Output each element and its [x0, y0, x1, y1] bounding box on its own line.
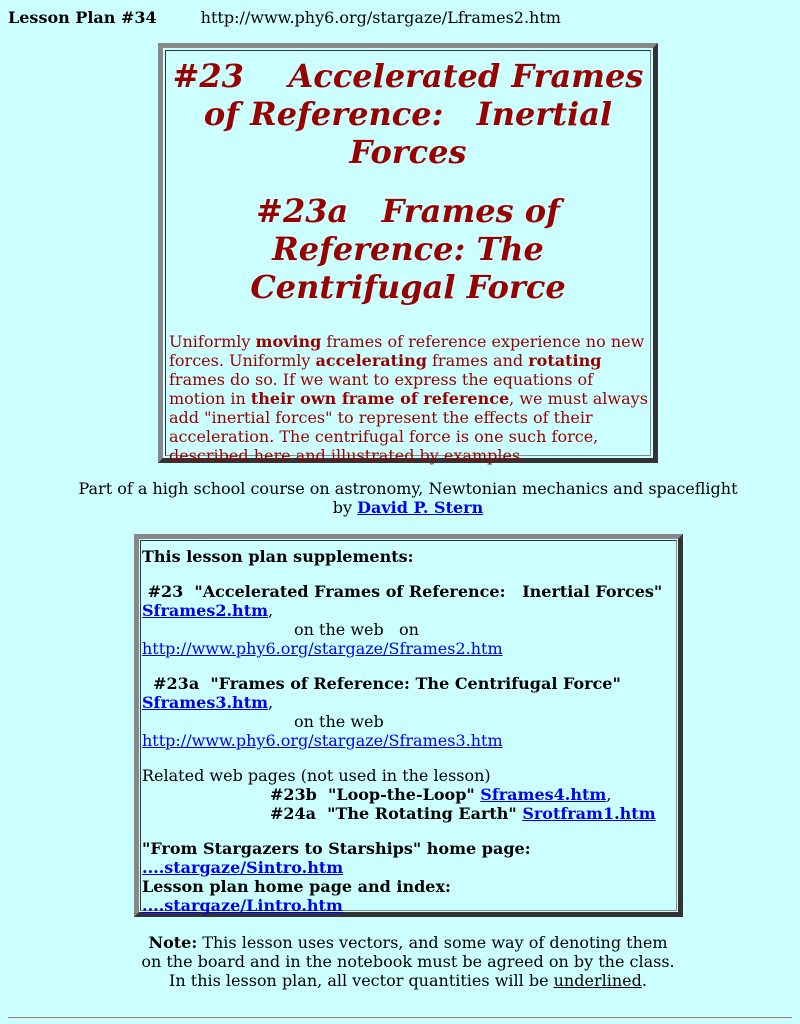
by-label: by — [332, 498, 358, 517]
note-line-3: In this lesson plan, all vector quantities will be — [169, 971, 554, 990]
sframes4-link[interactable]: Sframes4.htm — [480, 785, 607, 804]
intro-text: frames and — [426, 351, 529, 370]
item1-title: #23 "Accelerated Frames of Reference: Inertial Forces" — [142, 582, 663, 601]
srotfram1-link[interactable]: Srotfram1.htm — [522, 804, 656, 823]
home-page-link[interactable]: ....stargaze/Sintro.htm — [142, 858, 344, 877]
intro-bold: moving — [255, 332, 322, 351]
related-item-1: #23b "Loop-the-Loop" — [270, 785, 481, 804]
index-link[interactable]: ....stargaze/Lintro.htm — [142, 896, 343, 915]
title-box-inner — [165, 50, 655, 465]
item2-title: #23a "Frames of Reference: The Centrifugal Force" — [142, 674, 621, 693]
title-box — [158, 43, 658, 463]
note-line-1: This lesson uses vectors, and some way of denoting them — [197, 933, 668, 952]
note-label: Note: — [148, 933, 198, 952]
item2-on-web: on the web — [294, 712, 384, 731]
intro-bold: rotating — [528, 351, 602, 370]
page-header — [8, 8, 561, 28]
period: . — [641, 971, 647, 990]
index-label: Lesson plan home page and index: — [142, 877, 451, 896]
comma: , — [268, 601, 274, 620]
intro-bold: accelerating — [315, 351, 427, 370]
note-section — [0, 933, 800, 990]
intro-text: frames of reference experience no new forces. Uniformly — [169, 332, 645, 370]
main-title: #23 Accelerated Frames of Reference: Inertial Forces — [172, 57, 655, 171]
horizontal-rule — [8, 1017, 792, 1019]
supplements-box — [134, 534, 683, 917]
sframes2-url-link[interactable]: http://www.phy6.org/stargaze/Sframes2.htm — [142, 639, 503, 658]
intro-bold: their own frame of reference — [250, 389, 510, 408]
underlined-word: underlined — [553, 971, 642, 990]
supplements-box-inner — [140, 540, 677, 915]
intro-text: frames do so. If we want to express the equations of motion in — [169, 370, 594, 408]
page-url: http://www.phy6.org/stargaze/Lframes2.htm — [200, 8, 561, 27]
related-label: Related web pages (not used in the lesson) — [142, 766, 491, 785]
sub-title: #23a Frames of Reference: The Centrifugal Force — [250, 192, 571, 306]
sframes2-link[interactable]: Sframes2.htm — [142, 601, 269, 620]
comma: , — [606, 785, 612, 804]
lesson-plan-label: Lesson Plan #34 — [8, 8, 157, 27]
course-description: Part of a high school course on astronomy, Newtonian mechanics and spaceflight — [78, 479, 738, 498]
home-page-label: "From Stargazers to Starships" home page: — [142, 839, 531, 858]
sframes3-url-link[interactable]: http://www.phy6.org/stargaze/Sframes3.htm — [142, 731, 503, 750]
intro-text: , we must always add "inertial forces" to represent the effects of their acceleration. The centrifugal force is one such force, described here and illustrated by examples. — [169, 389, 648, 465]
author-link[interactable]: David P. Stern — [357, 498, 484, 517]
related-item-2: #24a "The Rotating Earth" — [270, 804, 523, 823]
author-line — [0, 498, 800, 517]
comma: , — [268, 693, 274, 712]
note-line-2: on the board and in the notebook must be agreed on by the class. — [141, 952, 675, 971]
intro-text: Uniformly — [169, 332, 256, 351]
course-info — [0, 479, 800, 517]
sframes3-link[interactable]: Sframes3.htm — [142, 693, 269, 712]
intro-paragraph — [168, 332, 648, 465]
item1-on-web: on the web on — [294, 620, 419, 639]
supplements-heading: This lesson plan supplements: — [142, 547, 414, 566]
